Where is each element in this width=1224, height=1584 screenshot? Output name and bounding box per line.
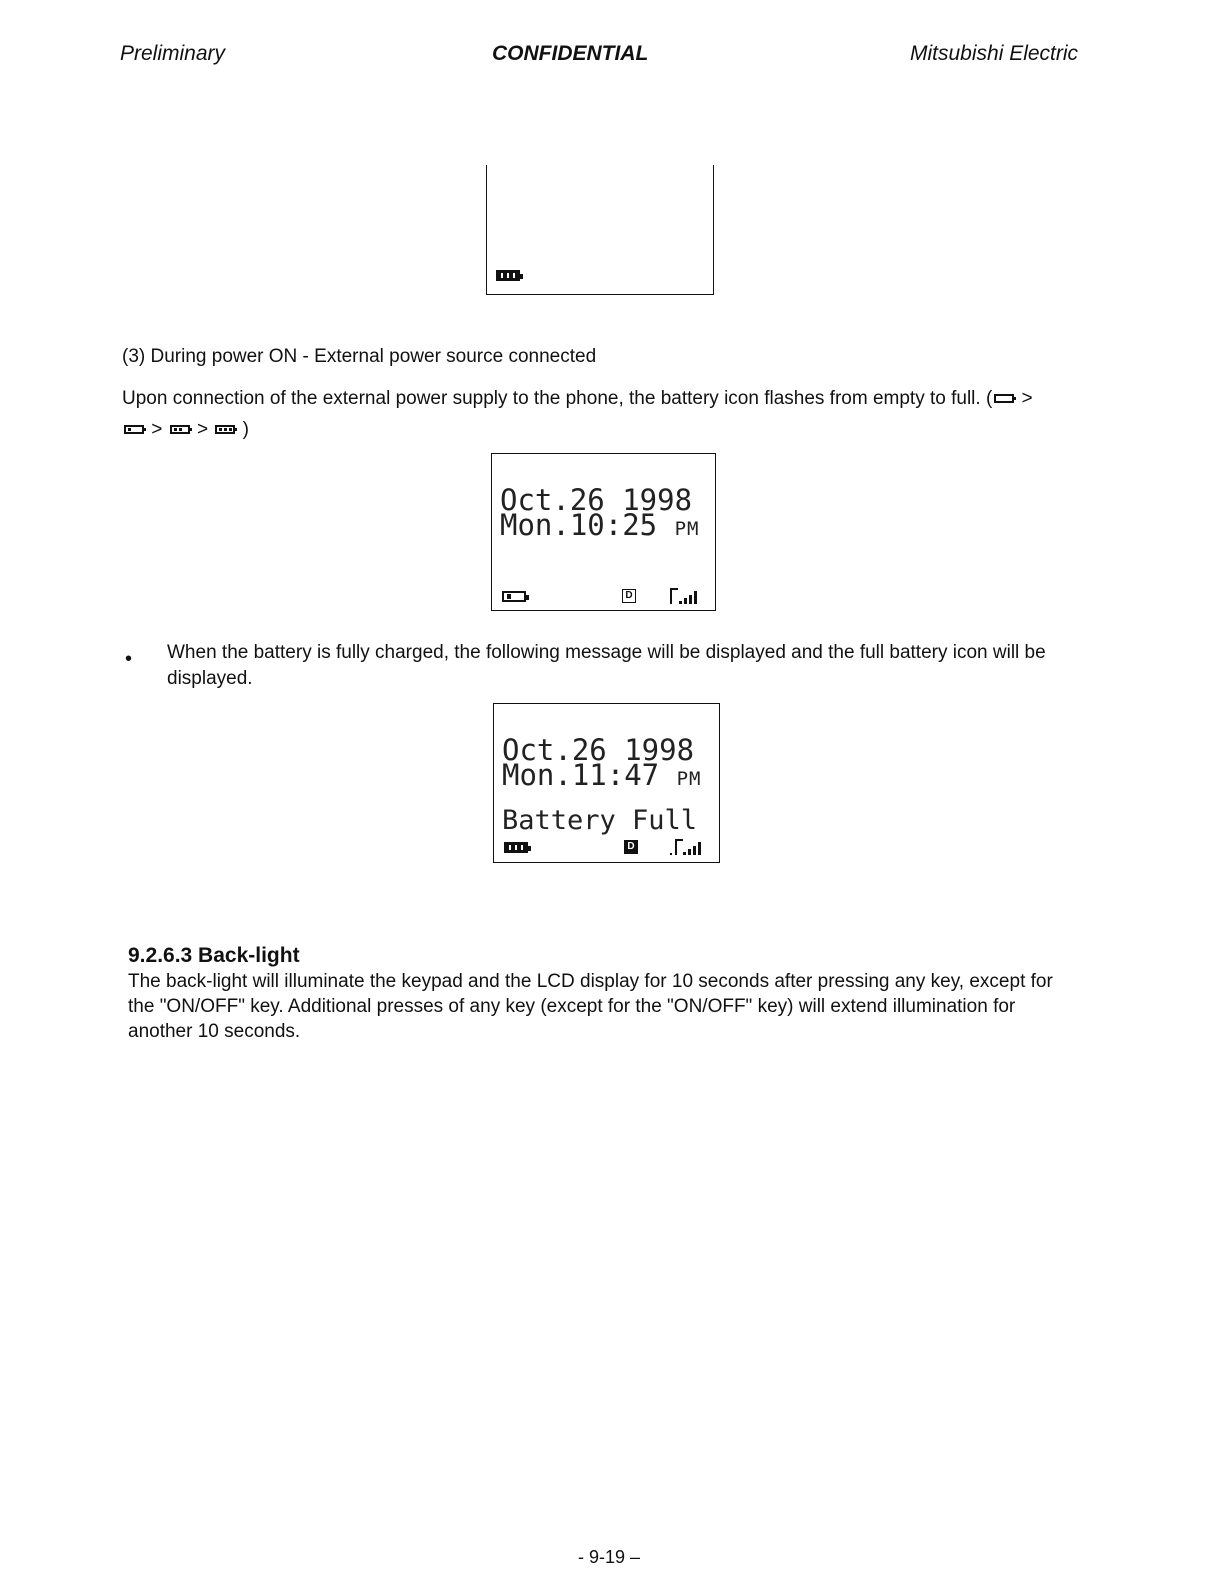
- lcd-ampm: PM: [674, 518, 700, 540]
- digital-mode-icon: D: [624, 840, 638, 854]
- section-3-title: (3) During power ON - External power source connected: [122, 346, 597, 367]
- battery-three-bar-icon: [215, 425, 235, 434]
- section-heading-backlight: 9.2.6.3 Back-light: [128, 944, 300, 967]
- lcd-display-charging: [491, 453, 716, 611]
- battery-empty-icon: [994, 394, 1014, 403]
- battery-sequence: [122, 418, 249, 441]
- sequence-close: ): [242, 419, 249, 440]
- sequence-arrow: >: [1016, 388, 1033, 409]
- lcd-time-line: [502, 758, 702, 792]
- header-preliminary: Preliminary: [120, 42, 226, 65]
- backlight-text-line-1: The back-light will illuminate the keypad and the LCD display for 10 seconds after pressing any key, except for: [128, 971, 1053, 992]
- signal-strength-icon: [670, 839, 704, 855]
- lcd-display-battery-full: [493, 703, 720, 863]
- header-company: Mitsubishi Electric: [910, 42, 1079, 65]
- section-3-description: [122, 387, 1122, 410]
- lcd-time: Mon.11:47: [502, 758, 677, 792]
- battery-two-bar-icon: [170, 425, 190, 434]
- bullet-symbol: •: [125, 648, 133, 670]
- lcd-time: Mon.10:25: [500, 508, 675, 542]
- lcd-date-line: Oct.26 1998: [500, 483, 693, 517]
- lcd-ampm: PM: [676, 768, 702, 790]
- battery-charging-icon: [502, 591, 526, 602]
- bullet-text-line-2: displayed.: [167, 668, 253, 689]
- battery-full-icon: [504, 842, 528, 853]
- section-3-description-text: Upon connection of the external power supply to the phone, the battery icon flashes from empty to full. (: [122, 388, 993, 409]
- header-confidential: CONFIDENTIAL: [492, 42, 649, 65]
- lcd-time-line: [500, 508, 700, 542]
- page-number: - 9-19 –: [578, 1547, 641, 1567]
- lcd-battery-message: Battery Full: [502, 805, 698, 836]
- backlight-text-line-3: another 10 seconds.: [128, 1021, 301, 1042]
- lcd-date-line: Oct.26 1998: [502, 733, 695, 767]
- sequence-separator-1: >: [151, 419, 163, 440]
- digital-mode-icon: D: [622, 589, 636, 603]
- battery-one-bar-icon: [124, 425, 144, 434]
- lcd-display-top: [486, 165, 714, 295]
- backlight-text-line-2: the "ON/OFF" key. Additional presses of any key (except for the "ON/OFF" key) will extend illumination for: [128, 996, 1016, 1017]
- bullet-text-line-1: When the battery is fully charged, the following message will be displayed and the full battery icon will be: [167, 642, 1046, 663]
- sequence-separator-2: >: [196, 419, 209, 440]
- signal-strength-icon: [670, 588, 704, 604]
- battery-full-icon: [496, 270, 520, 281]
